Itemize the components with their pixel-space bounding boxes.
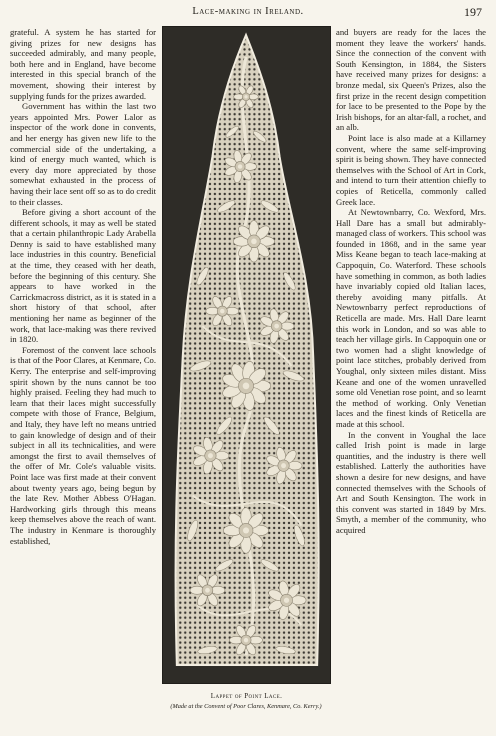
lace-flower-eye <box>251 239 257 245</box>
lappet-outline <box>176 35 319 665</box>
lace-flower-eye <box>244 95 247 98</box>
lace-flower-eye <box>281 463 286 468</box>
paragraph: Foremost of the convent lace schools is that of the Poor Clares, at Kenmare, Co. Kerry. The enterprise and self-improving spirit shown by the nuns cannot be too highly praised. Feeling they had much to learn that their laces might successfully compete with those of France, Belgium, and Italy, they have left no means untried to gain knowledge of design and of their subject in all its technicalities, and were amongst the first to avail themselves of the offer of Mr. Cole's valuable visits. Point lace was first made at their convent about twenty years ago, being begun by the late Rev. Mother Abbess O'Hagan. Hardworking girls through this means keep themselves above the reach of want. The industry in Kenmare is thoroughly established, <box>10 344 156 546</box>
lace-flower-eye <box>238 164 242 168</box>
running-title: Lace-making in Ireland. <box>192 6 304 17</box>
paragraph: Government has within the last two years appointed Mrs. Power Lalor as inspector of the work done in convents, and her energy has given new life to the commercial side of the undertaking, a kind of energy much wanted, which is every day more appreciated by those somewhat exhausted in the process of having their lace sent off so as to do credit to their classes. <box>10 101 156 207</box>
paragraph: Before giving a short account of the different schools, it may as well be stated that a certain philanthropic Lady Arabella Denny is said to have established many lace industries in this country. Beneficial at the time, they ceased with her death, before the beginning of this century. She appears to have worked in the Carrickmacross district, as it is stated in a short history of that school, after mentioning her name as beginner of the work, that lace-making was there revived in 1820. <box>10 207 156 345</box>
lace-lappet-illustration <box>162 26 331 684</box>
lace-lappet-drawing <box>163 27 330 683</box>
page-number: 197 <box>464 5 482 19</box>
lace-flower-eye <box>220 309 224 313</box>
right-text-column <box>336 27 486 729</box>
left-text-column <box>10 27 156 729</box>
figure-credit: (Made at the Convent of Poor Clares, Kenmare, Co. Kerry.) <box>170 703 322 710</box>
lace-flower-eye <box>244 638 248 642</box>
lace-flower-eye <box>208 453 213 458</box>
lace-flower-eye <box>243 527 249 533</box>
lace-flower-eye <box>205 588 210 593</box>
paragraph: Point lace is also made at a Killarney convent, where the same self-improving spirit is being shown. They have connected themselves with the School of Art in Cork, and intend to turn their attention chiefly to copies of Reticella, commonly called Greek lace. <box>336 132 486 207</box>
lace-flower-eye <box>284 598 289 603</box>
paragraph: grateful. A system he has started for giving prizes for new designs has succeeded admirably, and many people, both here and in England, have become interested in this special branch of the movement, showing their interest by supplying funds for the prizes awarded. <box>10 27 156 101</box>
paragraph: In the convent in Youghal the lace called Irish point is made in large quantities, and the industry is there well established. Latterly the authorities have shown a desire for new designs, and have connected themselves with the Schools of Art and South Kensington. The work in this convent was started in 1849 by Mrs. Smyth, a member of the community, who acquired <box>336 429 486 535</box>
lace-flower-eye <box>274 324 279 329</box>
figure-caption: Lappet of Point Lace. <box>210 692 283 700</box>
lace-flower-eye <box>243 383 250 390</box>
running-head <box>0 6 496 20</box>
paragraph: At Newtownbarry, Co. Wexford, Mrs. Hall Dare has a small but admirably-managed class of workers. This school was founded in 1868, and in the same year Miss Keane began to teach lace-making at Cappoquin, Co. Waterford. These schools have something in common, as both ladies have invariably copied old Italian laces, thereby avoiding many pitfalls. At Newtownbarry perfect reproductions of Reticella are made. Mrs. Hall Dare learnt this work in London, and so was able to teach her village girls. In Cappoquin one or two women had a slight knowledge of point lace stitches, probably derived from Youghal, only sixteen miles distant. Miss Keane and one of the women unravelled some old Venetian rose point, and so learnt the method of working. Only Venetian laces and the finest kinds of Reticella are made at this school. <box>336 207 486 429</box>
paragraph: and buyers are ready for the laces the moment they leave the workers' hands. Since the connection of the convent with South Kensington, in 1884, the Sisters have received many prizes for designs: a bronze medal, six Queen's Prizes, also the first prize in the recent design competition for lace to be presented to the Pope by the Irish bishops, for an altar-fall, a rochet, and an alb. <box>336 27 486 133</box>
